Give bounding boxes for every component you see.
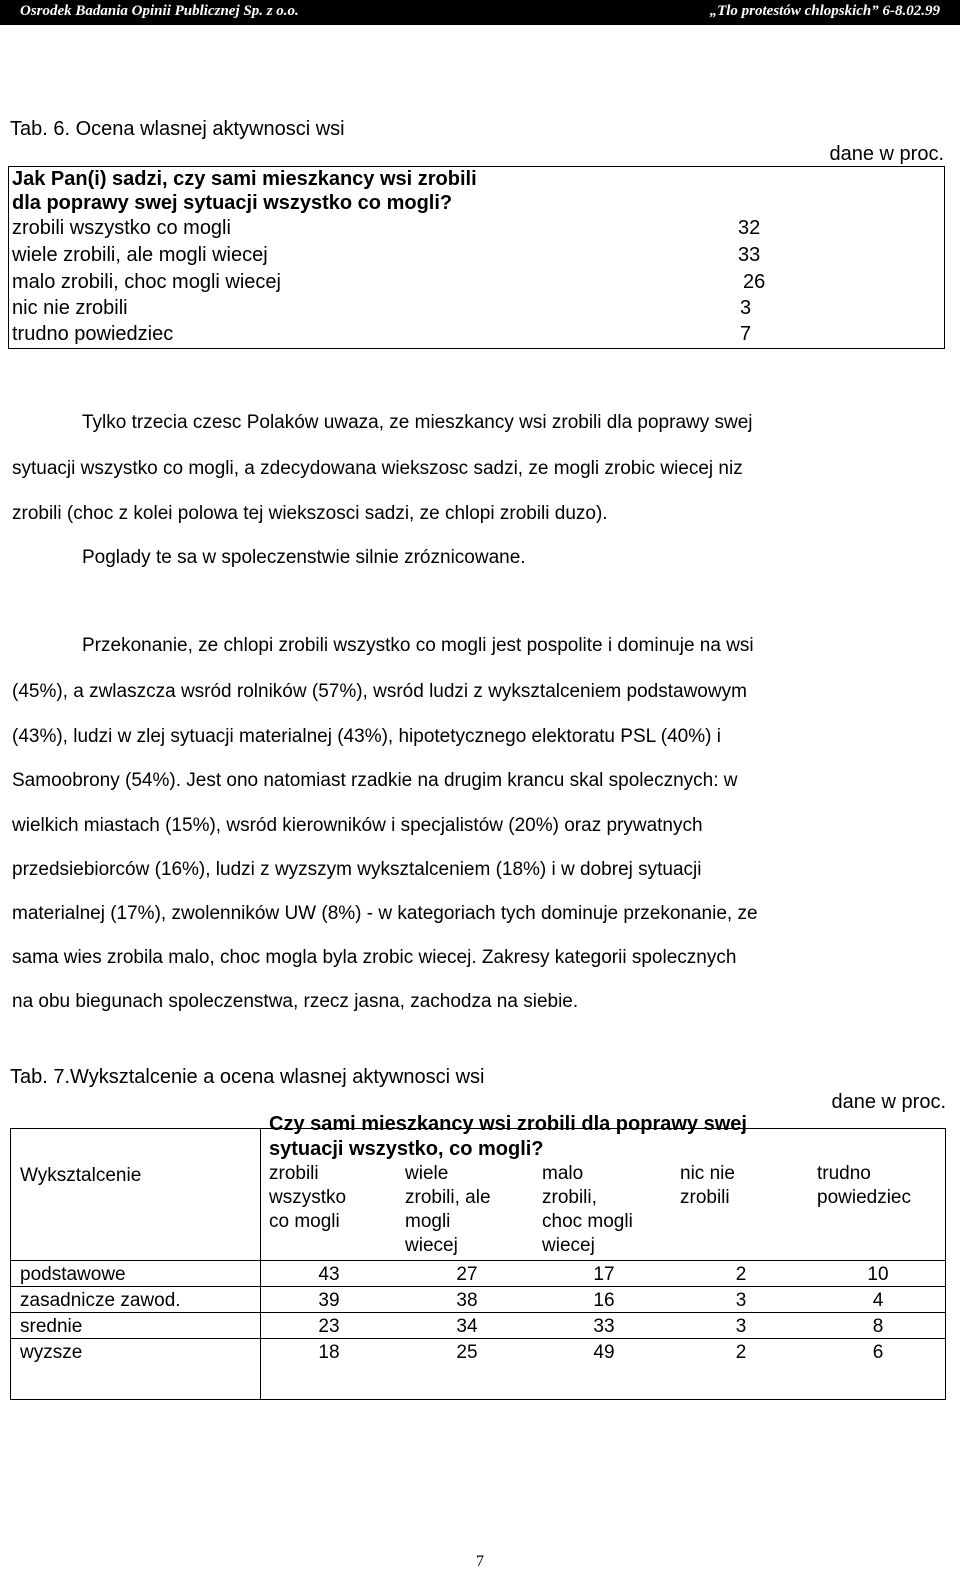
paragraph-line: sytuacji wszystko co mogli, a zdecydowana wiekszosc sadzi, ze mogli zrobic wiecej niz <box>12 458 743 479</box>
tab7-cell: 23 <box>318 1316 340 1337</box>
tab7-cell: 18 <box>318 1342 340 1363</box>
tab7-col-header-line: zrobili, <box>542 1187 597 1208</box>
tab6-row-label: wiele zrobili, ale mogli wiecej <box>12 244 268 266</box>
paragraph-line: sama wies zrobila malo, choc mogla byla zrobic wiecej. Zakresy kategorii spolecznych <box>12 947 737 968</box>
paragraph-line: Samoobrony (54%). Jest ono natomiast rzadkie na drugim krancu skal spolecznych: w <box>12 770 738 791</box>
header-report-title: „Tlo protestów chlopskich” 6-8.02.99 <box>709 3 940 19</box>
tab7-question-line2: sytuacji wszystko, co mogli? <box>269 1138 544 1160</box>
tab7-col-header-line: wszystko <box>269 1187 347 1208</box>
tab7-col-header-line: zrobili <box>680 1187 730 1208</box>
tab7-table <box>10 1113 946 1400</box>
tab7-cell: 2 <box>735 1342 747 1363</box>
tab7-col-header-line: nic nie <box>680 1163 735 1184</box>
page-number: 7 <box>476 1553 484 1570</box>
tab7-cell: 25 <box>456 1342 478 1363</box>
tab7-cell: 3 <box>735 1290 747 1311</box>
tab7-col-header-line: powiedziec <box>817 1187 911 1208</box>
tab7-cell: 10 <box>867 1264 889 1285</box>
tab7-cell: 39 <box>318 1290 340 1311</box>
tab7-cell: 38 <box>456 1290 478 1311</box>
tab6-row-value: 7 <box>740 323 752 345</box>
tab7-cell: 33 <box>593 1316 615 1337</box>
header-org: Osrodek Badania Opinii Publicznej Sp. z o.o. <box>20 3 299 19</box>
tab6-row-label: malo zrobili, choc mogli wiecej <box>12 271 281 293</box>
tab7-row-label: zasadnicze zawod. <box>20 1290 181 1311</box>
tab7-col-header-line: zrobili, ale <box>405 1187 491 1208</box>
document-header <box>0 0 960 25</box>
paragraph-line: Poglady te sa w spoleczenstwie silnie zróznicowane. <box>82 547 526 568</box>
tab6-title: Tab. 6. Ocena wlasnej aktywnosci wsi <box>10 118 345 140</box>
tab7-cell: 17 <box>593 1264 615 1285</box>
tab6-question-line2: dla poprawy swej sytuacji wszystko co mogli? <box>12 192 453 214</box>
tab7-col-header-line: wiele <box>405 1163 449 1184</box>
tab7-col-header-line: trudno <box>817 1163 871 1184</box>
paragraph-line: (43%), ludzi w zlej sytuacji materialnej (43%), hipotetycznego elektoratu PSL (40%) i <box>12 726 721 747</box>
paragraph-line: wielkich miastach (15%), wsród kierowników i specjalistów (20%) oraz prywatnych <box>12 815 703 836</box>
paragraph-line: Tylko trzecia czesc Polaków uwaza, ze mieszkancy wsi zrobili dla poprawy swej <box>82 412 753 433</box>
tab7-col-header-line: mogli <box>405 1211 451 1232</box>
tab6-row-value: 32 <box>738 217 761 239</box>
tab7-cell: 43 <box>318 1264 340 1285</box>
tab7-cell: 34 <box>456 1316 478 1337</box>
tab7-col-header-line: wiecej <box>405 1235 458 1256</box>
paragraph-line: materialnej (17%), zwolenników UW (8%) - w kategoriach tych dominuje przekonanie, ze <box>12 903 758 924</box>
tab7-unit: dane w proc. <box>831 1091 946 1113</box>
tab7-row-divider <box>11 1286 945 1287</box>
tab7-cell: 49 <box>593 1342 615 1363</box>
tab7-row-divider <box>11 1338 945 1339</box>
tab7-row-label: podstawowe <box>20 1264 126 1285</box>
tab6-unit: dane w proc. <box>829 143 944 165</box>
tab6-row-value: 33 <box>738 244 761 266</box>
tab7-col-header-line: malo <box>542 1163 584 1184</box>
tab6-question-line1: Jak Pan(i) sadzi, czy sami mieszkancy wsi zrobili <box>12 168 477 190</box>
tab7-cell: 2 <box>735 1264 747 1285</box>
tab6-row-label: zrobili wszystko co mogli <box>12 217 231 239</box>
tab6-row-label: trudno powiedziec <box>12 323 174 345</box>
tab7-col-header-line: choc mogli <box>542 1211 633 1232</box>
paragraph-line: (45%), a zwlaszcza wsród rolników (57%), wsród ludzi z wyksztalceniem podstawowym <box>12 681 747 702</box>
paragraph-line: na obu biegunach spoleczenstwa, rzecz jasna, zachodza na siebie. <box>12 991 579 1012</box>
tab7-cell: 8 <box>872 1316 884 1337</box>
tab7-row-label: wyzsze <box>20 1342 83 1363</box>
tab7-row-header: Wyksztalcenie <box>20 1165 142 1186</box>
tab7-column-divider <box>260 1129 261 1399</box>
tab7-cell: 16 <box>593 1290 615 1311</box>
tab7-cell: 4 <box>872 1290 884 1311</box>
paragraph-line: zrobili (choc z kolei polowa tej wiekszosci sadzi, ze chlopi zrobili duzo). <box>12 503 608 524</box>
tab7-col-header-line: co mogli <box>269 1211 340 1232</box>
tab6-row-value: 26 <box>743 271 766 293</box>
tab6-row-label: nic nie zrobili <box>12 297 128 319</box>
paragraph-line: Przekonanie, ze chlopi zrobili wszystko co mogli jest pospolite i dominuje na wsi <box>82 635 754 656</box>
tab7-cell: 3 <box>735 1316 747 1337</box>
tab7-row-label: srednie <box>20 1316 83 1337</box>
tab7-row-divider <box>11 1312 945 1313</box>
tab7-col-header-line: wiecej <box>542 1235 595 1256</box>
tab7-cell: 6 <box>872 1342 884 1363</box>
paragraph-line: przedsiebiorców (16%), ludzi z wyzszym wyksztalceniem (18%) i w dobrej sytuacji <box>12 859 702 880</box>
tab7-title: Tab. 7.Wyksztalcenie a ocena wlasnej aktywnosci wsi <box>10 1066 485 1088</box>
tab7-header-divider <box>11 1260 945 1261</box>
tab6-row-value: 3 <box>740 297 752 319</box>
tab7-col-header-line: zrobili <box>269 1163 319 1184</box>
tab7-question-line1: Czy sami mieszkancy wsi zrobili dla poprawy swej <box>269 1113 747 1135</box>
tab7-cell: 27 <box>456 1264 478 1285</box>
